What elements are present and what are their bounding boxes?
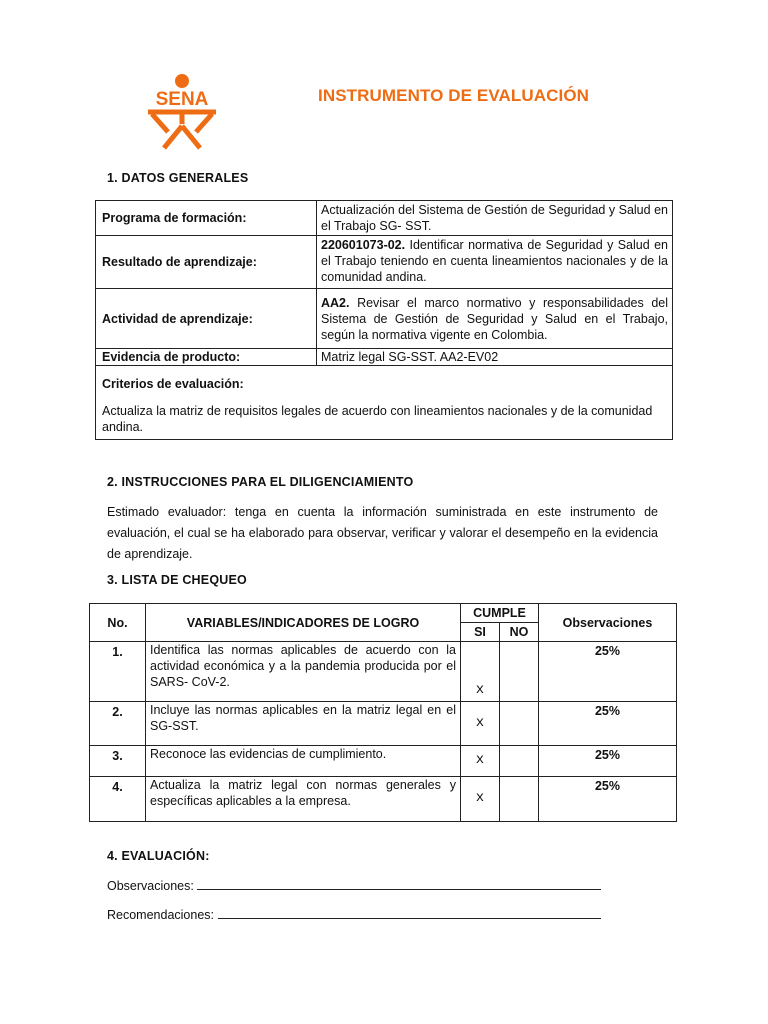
datos-generales-table [95,200,673,440]
row-observacion: 25% [539,746,677,777]
actividad-cell [317,289,673,349]
lista-chequeo-table [89,603,677,822]
resultado-code: 220601073-02. [321,238,406,252]
table-header-row [90,604,677,623]
row-si-mark: x [461,642,500,702]
row-observacion: 25% [539,777,677,822]
row-no-mark [500,702,539,746]
row-number: 4. [90,777,146,822]
header-observaciones: Observaciones [539,604,677,642]
resultado-value: Identificar normativa de Seguridad y Salud en el Trabajo teniendo en cuenta lineamientos nacionales y de la comunidad andina. [321,238,668,284]
header-cumple: CUMPLE [461,604,539,623]
programa-label: Programa de formación: [96,201,317,236]
recomendaciones-line [107,908,601,922]
recomendaciones-label: Recomendaciones: [107,908,215,922]
table-row [90,642,677,702]
row-indicador: Reconoce las evidencias de cumplimiento. [146,746,461,777]
resultado-cell [317,236,673,289]
row-number: 1. [90,642,146,702]
header-no-col: NO [500,623,539,642]
criterios-value: Actualiza la matriz de requisitos legales de acuerdo con lineamientos nacionales y de la comunidad andina. [102,404,653,434]
table-row [96,349,673,366]
header-variables: VARIABLES/INDICADORES DE LOGRO [146,604,461,642]
programa-value: Actualización del Sistema de Gestión de Seguridad y Salud en el Trabajo SG- SST. [317,201,673,236]
table-row [90,777,677,822]
table-row [96,366,673,440]
instrucciones-text: Estimado evaluador: tenga en cuenta la información suministrada en este instrumento de evaluación, el cual se ha elaborado para observar, verificar y valorar el desempeño en la evidencia de aprendizaje. [107,505,658,561]
row-indicador: Incluye las normas aplicables en la matriz legal en el SG-SST. [146,702,461,746]
section-instrucciones: 2. INSTRUCCIONES PARA EL DILIGENCIAMIENTO [107,475,414,489]
observaciones-label: Observaciones: [107,879,194,893]
row-observacion: 25% [539,702,677,746]
row-observacion: 25% [539,642,677,702]
evidencia-value: Matriz legal SG-SST. AA2-EV02 [317,349,673,366]
row-indicador: Actualiza la matriz legal con normas generales y específicas aplicables a la empresa. [146,777,461,822]
observaciones-field[interactable] [197,889,601,890]
observaciones-line [107,879,601,893]
row-si-mark: x [461,746,500,777]
header-si: SI [461,623,500,642]
row-no-mark [500,642,539,702]
row-indicador: Identifica las normas aplicables de acuerdo con la actividad económica y a la pandemia producida por el SARS- CoV-2. [146,642,461,702]
section-datos-generales: 1. DATOS GENERALES [107,171,249,185]
section-evaluacion: 4. EVALUACIÓN: [107,849,210,863]
row-number: 2. [90,702,146,746]
section-lista-chequeo: 3. LISTA DE CHEQUEO [107,573,247,587]
resultado-label: Resultado de aprendizaje: [96,236,317,289]
actividad-label: Actividad de aprendizaje: [96,289,317,349]
sena-logo [142,72,222,152]
header-no: No. [90,604,146,642]
table-row [96,236,673,289]
evidencia-label: Evidencia de producto: [96,349,317,366]
row-no-mark [500,777,539,822]
criterios-cell [96,366,673,440]
actividad-code: AA2. [321,296,350,310]
document-title: INSTRUMENTO DE EVALUACIÓN [318,86,590,105]
row-si-mark: x [461,777,500,822]
logo-text: SENA [155,89,209,110]
recomendaciones-field[interactable] [218,918,601,919]
row-no-mark [500,746,539,777]
actividad-value: Revisar el marco normativo y responsabilidades del Sistema de Gestión de Seguridad y Salud en el Trabajo, según la normativa vigente en Colombia. [321,296,668,342]
table-row [90,702,677,746]
row-number: 3. [90,746,146,777]
criterios-label: Criterios de evaluación: [102,377,244,391]
table-row [90,746,677,777]
row-si-mark: x [461,702,500,746]
table-row [96,201,673,236]
table-row [96,289,673,349]
